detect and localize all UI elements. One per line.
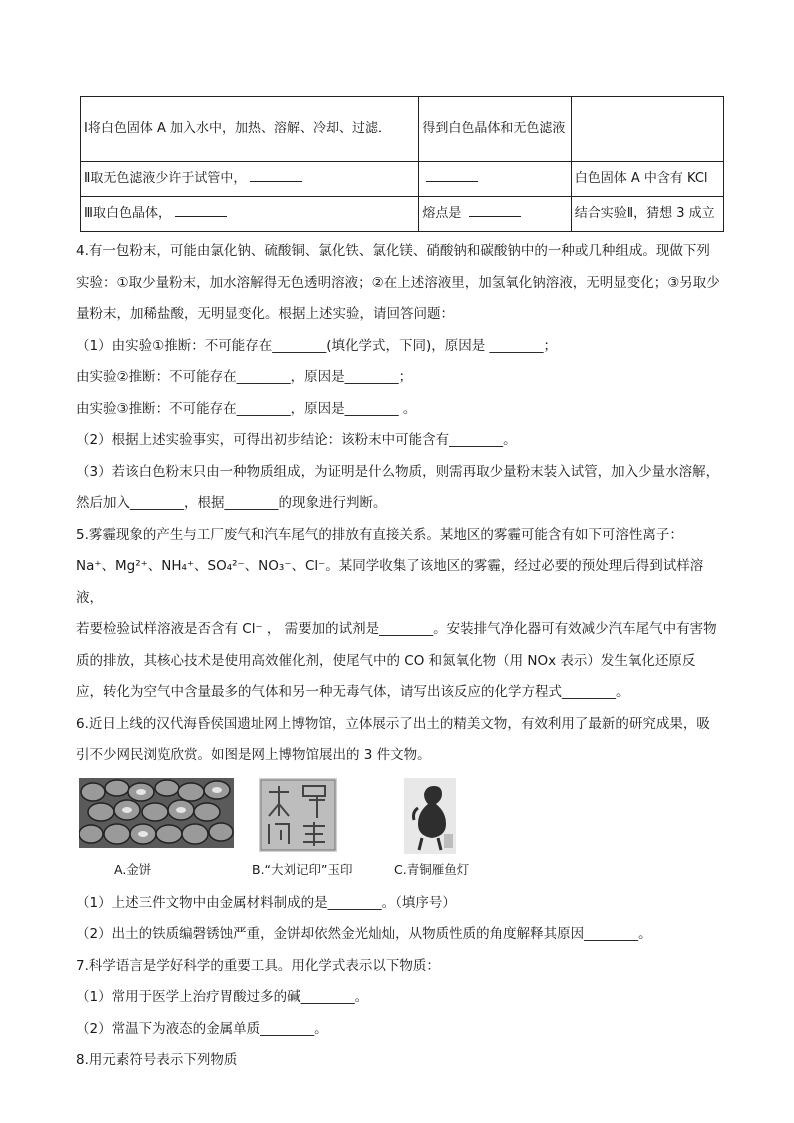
conclusion-text: 白色固体 A 中含有 KCl [574,171,708,186]
jade-seal-photo [259,778,337,852]
table-cell-phenomenon [419,162,571,197]
table-row [81,197,724,232]
question-line: 5.雾霾现象的产生与工厂废气和汽车尾气的排放有直接关系。某地区的雾霾可能含有如下可溶性离子： [76,526,683,543]
artifact-figures [76,778,722,888]
question-line: 由实验③推断：不可能存在________，原因是________ 。 [76,400,417,417]
question-intro: 8.用元素符号表示下列物质 [76,1052,238,1068]
question-7 [76,951,722,1046]
caption-c: C.青铜雁鱼灯 [394,861,470,877]
question-line: （2）根据上述实验事实，可得出初步结论：该粉末中可能含有________。 [76,432,517,448]
document-page [76,96,722,1077]
caption-b: B.“大刘记印”玉印 [252,861,353,877]
answer-blank[interactable] [250,167,302,182]
question-line: （1）由实验①推断：不可能存在________(填化学式，下同)，原因是 ________； [76,337,558,354]
gold-cake-photo [79,778,234,848]
question-5 [76,520,722,709]
question-line: （3）若该白色粉末只由一种物质组成，为证明是什么物质，则需再取少量粉末装入试管，加入少量水溶解，然后加入________，根据________的现象进行判断。 [76,463,720,511]
question-line: （1）常用于医学上治疗胃酸过多的碱________。 [76,989,369,1005]
question-intro: 6.近日上线的汉代海昏侯国遗址网上博物馆，立体展示了出土的精美文物，有效利用了最新的研究成果，吸引不少网民浏览欣赏。如图是网上博物馆展出的 3 件文物。 [76,715,710,763]
table-cell-conclusion [571,162,723,197]
table-cell-conclusion [571,97,723,162]
step-text: Ⅰ将白色固体 A 加入水中，加热、溶解、冷却、过滤． [84,121,391,136]
table-cell-step [81,162,419,197]
question-intro: 7.科学语言是学好科学的重要工具。用化学式表示以下物质： [76,957,440,974]
experiment-table [80,96,724,232]
table-cell-step [81,97,419,162]
question-line: 由实验②推断：不可能存在________，原因是________； [76,369,413,385]
table-cell-phenomenon [419,97,571,162]
answer-blank[interactable] [175,202,227,217]
question-line: （2）常温下为液态的金属单质________。 [76,1020,328,1037]
table-cell-step [81,197,419,232]
answer-blank[interactable] [426,167,478,182]
question-4 [76,236,722,520]
bronze-lamp-photo [404,778,456,854]
question-line: （2）出土的铁质编磬锈蚀严重，金饼却依然金光灿灿，从物质性质的角度解释其原因________。 [76,926,652,942]
question-intro: 4.有一包粉末，可能由氯化钠、硫酸铜、氯化铁、氯化镁、硝酸钠和碳酸钠中的一种或几种组成。现做下列实验：①取少量粉末，加水溶解得无色透明溶液；②在上述溶液里，加氢氧化钠溶液，无明显变化；③另取少量粉末，加稀盐酸，无明显变化。根据上述实验，请回答问题： [76,243,720,322]
question-8 [76,1045,722,1077]
table-row [81,97,724,162]
caption-a: A.金饼 [114,861,152,877]
question-line: 若要检验试样溶液是否含有 Cl⁻ ， 需要加的试剂是________。安装排气净化器可有效减少汽车尾气中有害物质的排放，其核心技术是使用高效催化剂，使尾气中的 CO 和氮氧化物（用 NOx 表示）发生氧化还原反应，转化为空气中含量最多的气体和另一种无毒气体，请写出该反应的化学方程式________。 [76,621,717,700]
step-text: Ⅱ取无色滤液少许于试管中， [84,171,247,186]
answer-blank[interactable] [469,202,521,217]
phenomenon-text: 熔点是 [422,206,462,221]
question-line: （1）上述三件文物中由金属材料制成的是________。（填序号） [76,894,456,911]
phenomenon-text: 得到白色晶体和无色滤液 [422,121,566,136]
table-row [81,162,724,197]
ion-list: Na⁺、Mg²⁺、NH₄⁺、SO₄²⁻、NO₃⁻、Cl⁻。某同学收集了该地区的雾霾，经过必要的预处理后得到试样溶液， [76,558,704,606]
question-6 [76,709,722,951]
step-text: Ⅲ取白色晶体， [84,206,171,221]
conclusion-text: 结合实验Ⅱ，猜想 3 成立 [574,206,715,221]
table-cell-conclusion [571,197,723,232]
table-cell-phenomenon [419,197,571,232]
